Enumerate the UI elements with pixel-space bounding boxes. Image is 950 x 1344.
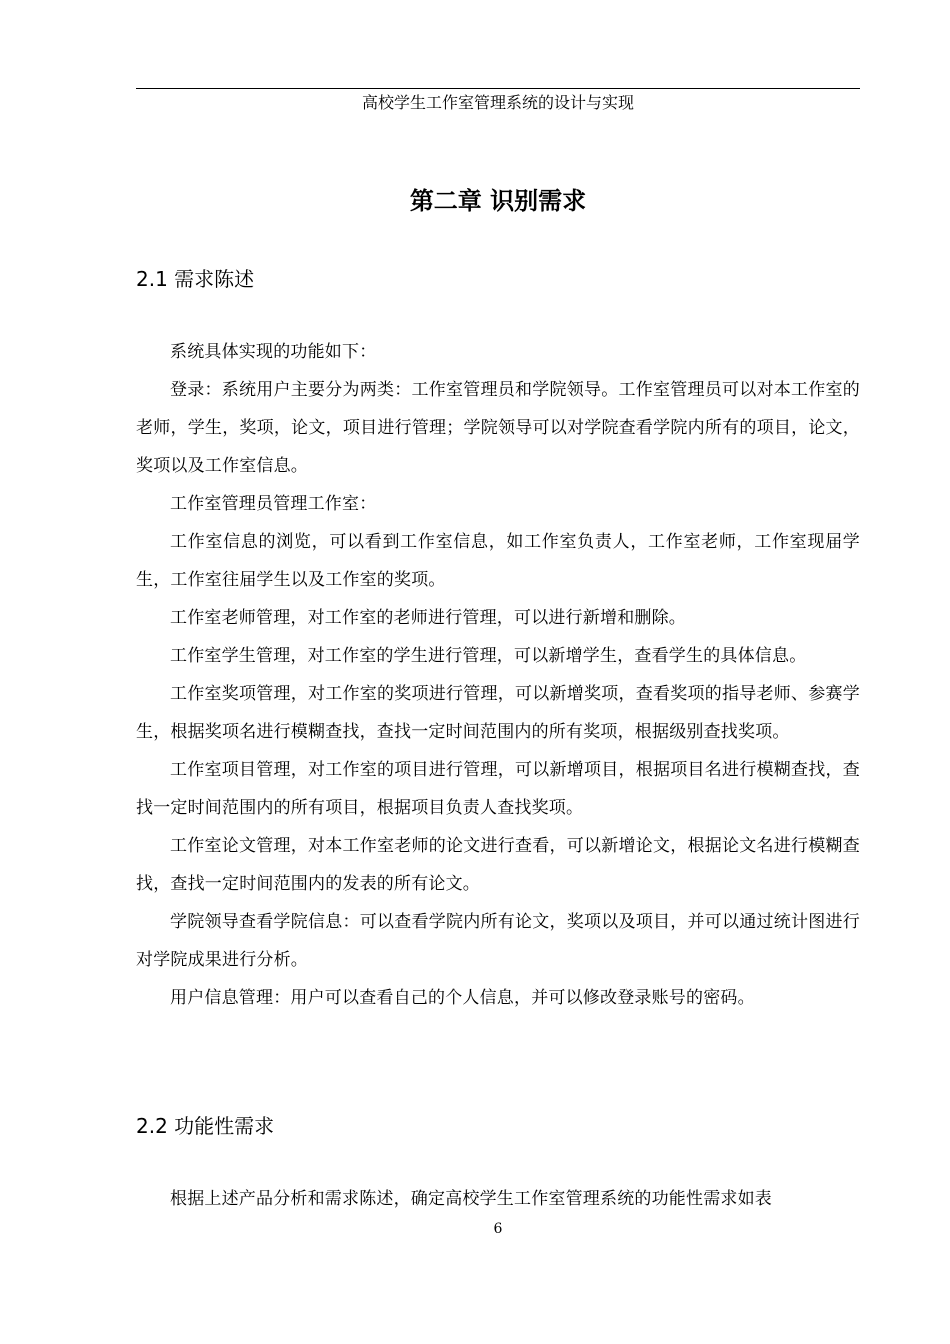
- paragraph: 用户信息管理：用户可以查看自己的个人信息，并可以修改登录账号的密码。: [170, 988, 755, 1008]
- paragraph: 登录：系统用户主要分为两类：工作室管理员和学院领导。工作室管理员可以对本工作室的老师，学生，奖项，论文，项目进行管理；学院领导可以对学院查看学院内所有的项目，论文，奖项以及工作室信息。: [136, 380, 860, 476]
- paragraph: 工作室老师管理，对工作室的老师进行管理，可以进行新增和删除。: [170, 608, 686, 628]
- paragraph: 工作室学生管理，对工作室的学生进行管理，可以新增学生，查看学生的具体信息。: [170, 646, 807, 666]
- paragraph: 工作室管理员管理工作室：: [170, 494, 377, 514]
- header-rule: [136, 88, 860, 89]
- paragraph: 工作室信息的浏览，可以看到工作室信息，如工作室负责人，工作室老师，工作室现届学生，工作室往届学生以及工作室的奖项。: [136, 532, 860, 590]
- paragraph: 工作室奖项管理，对工作室的奖项进行管理，可以新增奖项，查看奖项的指导老师、参赛学生，根据奖项名进行模糊查找，查找一定时间范围内的所有奖项，根据级别查找奖项。: [136, 684, 860, 742]
- page-number: 6: [493, 1221, 503, 1237]
- section-heading-2-1: 2.1 需求陈述: [136, 267, 255, 291]
- paragraph: 学院领导查看学院信息：可以查看学院内所有论文，奖项以及项目，并可以通过统计图进行对学院成果进行分析。: [136, 912, 860, 970]
- paragraph: 工作室论文管理，对本工作室老师的论文进行查看，可以新增论文，根据论文名进行模糊查找，查找一定时间范围内的发表的所有论文。: [136, 836, 860, 894]
- section-heading-2-2: 2.2 功能性需求: [136, 1114, 275, 1138]
- section-body-2-2: [136, 1180, 860, 1218]
- paragraph: 根据上述产品分析和需求陈述，确定高校学生工作室管理系统的功能性需求如表: [170, 1189, 772, 1209]
- running-header: 高校学生工作室管理系统的设计与实现: [361, 93, 634, 112]
- paragraph: 系统具体实现的功能如下：: [170, 342, 377, 362]
- chapter-title: 第二章 识别需求: [409, 187, 587, 215]
- section-body-2-1: [136, 333, 860, 1017]
- paragraph: 工作室项目管理，对工作室的项目进行管理，可以新增项目，根据项目名进行模糊查找，查找一定时间范围内的所有项目，根据项目负责人查找奖项。: [136, 760, 860, 818]
